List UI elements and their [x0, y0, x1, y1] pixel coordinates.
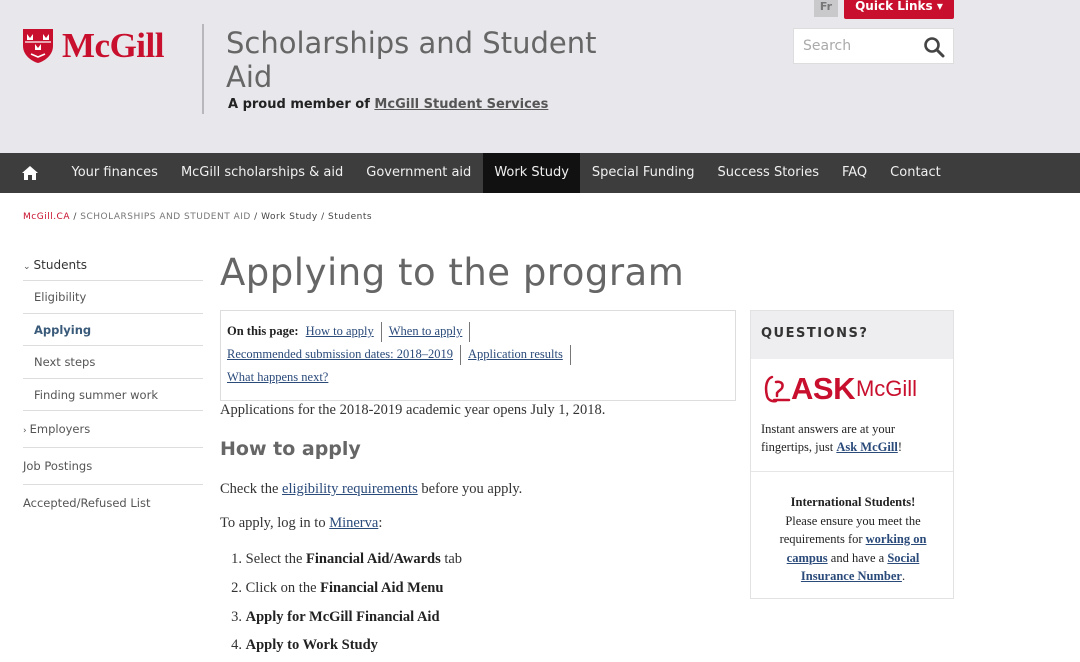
- step-text: Select the: [245, 551, 303, 567]
- nav-special-funding[interactable]: Special Funding: [591, 165, 695, 180]
- minerva-link[interactable]: Minerva: [329, 515, 379, 531]
- ask-mcgill-logo[interactable]: [763, 371, 917, 407]
- ask-mcgill-description: [761, 420, 945, 456]
- sidebar-item-accepted-refused[interactable]: Accepted/Refused List: [23, 496, 151, 510]
- intl-text: and have a: [830, 550, 885, 565]
- minerva-suffix: :: [378, 515, 383, 531]
- apply-steps-list: [220, 547, 462, 662]
- toc-how-to-apply[interactable]: How to apply: [305, 324, 374, 338]
- search-box: [793, 28, 954, 64]
- toc-when-to-apply[interactable]: When to apply: [388, 324, 463, 338]
- step-bold: Financial Aid Menu: [320, 579, 444, 596]
- list-item: [220, 605, 462, 634]
- toc-label: On this page:: [227, 324, 299, 338]
- sidebar-item-employers[interactable]: [23, 411, 203, 448]
- quick-links-button[interactable]: Quick Links ▾: [844, 0, 954, 19]
- questions-box: [750, 310, 954, 599]
- step-text: tab: [444, 551, 463, 567]
- breadcrumb-sep: /: [70, 212, 81, 222]
- student-services-link[interactable]: McGill Student Services: [374, 97, 549, 112]
- breadcrumb-current: Students: [327, 212, 373, 222]
- breadcrumb: [23, 212, 372, 222]
- main-nav: [0, 153, 1080, 193]
- step-number: 1.: [231, 551, 242, 567]
- page-title: Applying to the program: [220, 251, 685, 294]
- ask-logo-mcgill: McGill: [855, 376, 918, 401]
- logo-wordmark: McGill: [62, 26, 164, 65]
- member-line: [228, 97, 548, 112]
- nav-faq[interactable]: FAQ: [841, 165, 868, 180]
- nav-your-finances[interactable]: Your finances: [71, 165, 158, 180]
- eligibility-paragraph: [220, 481, 522, 498]
- nav-success-stories[interactable]: Success Stories: [717, 165, 819, 180]
- intl-title: International Students!: [790, 495, 916, 509]
- step-bold: Financial Aid/Awards: [306, 551, 441, 567]
- eligibility-prefix: Check the: [220, 481, 279, 497]
- toc-application-results[interactable]: Application results: [468, 347, 563, 361]
- nav-home[interactable]: [0, 153, 60, 193]
- chevron-right-icon: ›: [23, 426, 27, 436]
- sidebar-item-label: Students: [33, 258, 88, 272]
- breadcrumb-work-study[interactable]: Work Study: [261, 212, 318, 222]
- toc-separator: [460, 345, 461, 365]
- working-on-campus-link[interactable]: working on campus: [786, 532, 927, 565]
- eligibility-suffix: before you apply.: [421, 481, 523, 497]
- list-item: [220, 633, 462, 662]
- sidebar: [23, 249, 203, 522]
- member-prefix: A proud member of: [228, 97, 370, 112]
- questions-divider: [751, 471, 953, 472]
- ask-mcgill-link[interactable]: Ask McGill: [836, 440, 898, 454]
- intl-suffix: .: [901, 569, 906, 583]
- intro-text: Applications for the 2018-2019 academic year opens July 1, 2018.: [220, 402, 606, 418]
- toc-separator: [381, 322, 382, 342]
- breadcrumb-home[interactable]: McGill.CA: [23, 212, 70, 222]
- site-header: [0, 0, 1080, 153]
- international-students-notice: [761, 493, 945, 586]
- minerva-paragraph: [220, 515, 382, 532]
- chat-bubble-icon: [763, 374, 791, 404]
- sidebar-item-next-steps[interactable]: Next steps: [23, 346, 203, 379]
- breadcrumb-sep: /: [250, 212, 262, 222]
- step-number: 2.: [231, 579, 242, 596]
- mcgill-logo[interactable]: [22, 26, 164, 66]
- step-number: 4.: [231, 637, 242, 654]
- mcgill-crest-icon: [22, 28, 54, 64]
- eligibility-link[interactable]: eligibility requirements: [282, 481, 418, 497]
- list-item: [220, 576, 462, 605]
- home-icon: [22, 166, 38, 180]
- questions-heading: QUESTIONS?: [751, 311, 953, 359]
- minerva-prefix: To apply, log in to: [220, 515, 326, 531]
- ask-logo-text: ASK: [791, 371, 855, 406]
- on-this-page-box: [220, 310, 736, 401]
- nav-contact[interactable]: Contact: [890, 165, 941, 180]
- how-to-apply-heading: How to apply: [220, 438, 361, 460]
- toc-recommended-dates[interactable]: Recommended submission dates: 2018–2019: [227, 347, 454, 361]
- sidebar-item-finding-summer-work[interactable]: Finding summer work: [23, 379, 203, 412]
- breadcrumb-sep: /: [317, 212, 328, 222]
- social-insurance-number-link[interactable]: Social Insurance Number: [800, 550, 920, 583]
- sidebar-item-students[interactable]: [23, 249, 203, 281]
- list-item: [220, 547, 462, 576]
- search-input[interactable]: [794, 29, 914, 63]
- nav-government-aid[interactable]: Government aid: [366, 165, 472, 180]
- sidebar-item-applying[interactable]: Applying: [23, 314, 203, 347]
- sidebar-item-eligibility[interactable]: Eligibility: [23, 281, 203, 314]
- step-bold: Apply to Work Study: [245, 637, 378, 654]
- toc-separator: [570, 345, 571, 365]
- nav-work-study[interactable]: Work Study: [483, 153, 581, 193]
- toc-separator: [469, 322, 470, 342]
- breadcrumb-section[interactable]: SCHOLARSHIPS AND STUDENT AID: [80, 212, 251, 222]
- sidebar-item-job-postings[interactable]: Job Postings: [23, 448, 203, 485]
- ask-desc-text: Instant answers are at your fingertips, just: [761, 422, 895, 454]
- search-icon[interactable]: [923, 36, 945, 58]
- intl-text: Please ensure you meet the requirements for: [779, 513, 921, 546]
- chevron-down-icon: ⌄: [23, 262, 31, 272]
- sidebar-item-label: Employers: [29, 422, 91, 436]
- header-divider: [202, 24, 204, 114]
- ask-desc-suffix: !: [897, 440, 902, 454]
- site-title[interactable]: Scholarships and Student Aid: [226, 26, 597, 94]
- step-text: Click on the: [245, 579, 317, 596]
- french-language-button[interactable]: Fr: [814, 0, 838, 17]
- toc-what-happens-next[interactable]: What happens next?: [227, 370, 329, 384]
- nav-mcgill-scholarships[interactable]: McGill scholarships & aid: [180, 165, 344, 180]
- step-bold: Apply for McGill Financial Aid: [245, 608, 440, 625]
- step-number: 3.: [231, 608, 242, 625]
